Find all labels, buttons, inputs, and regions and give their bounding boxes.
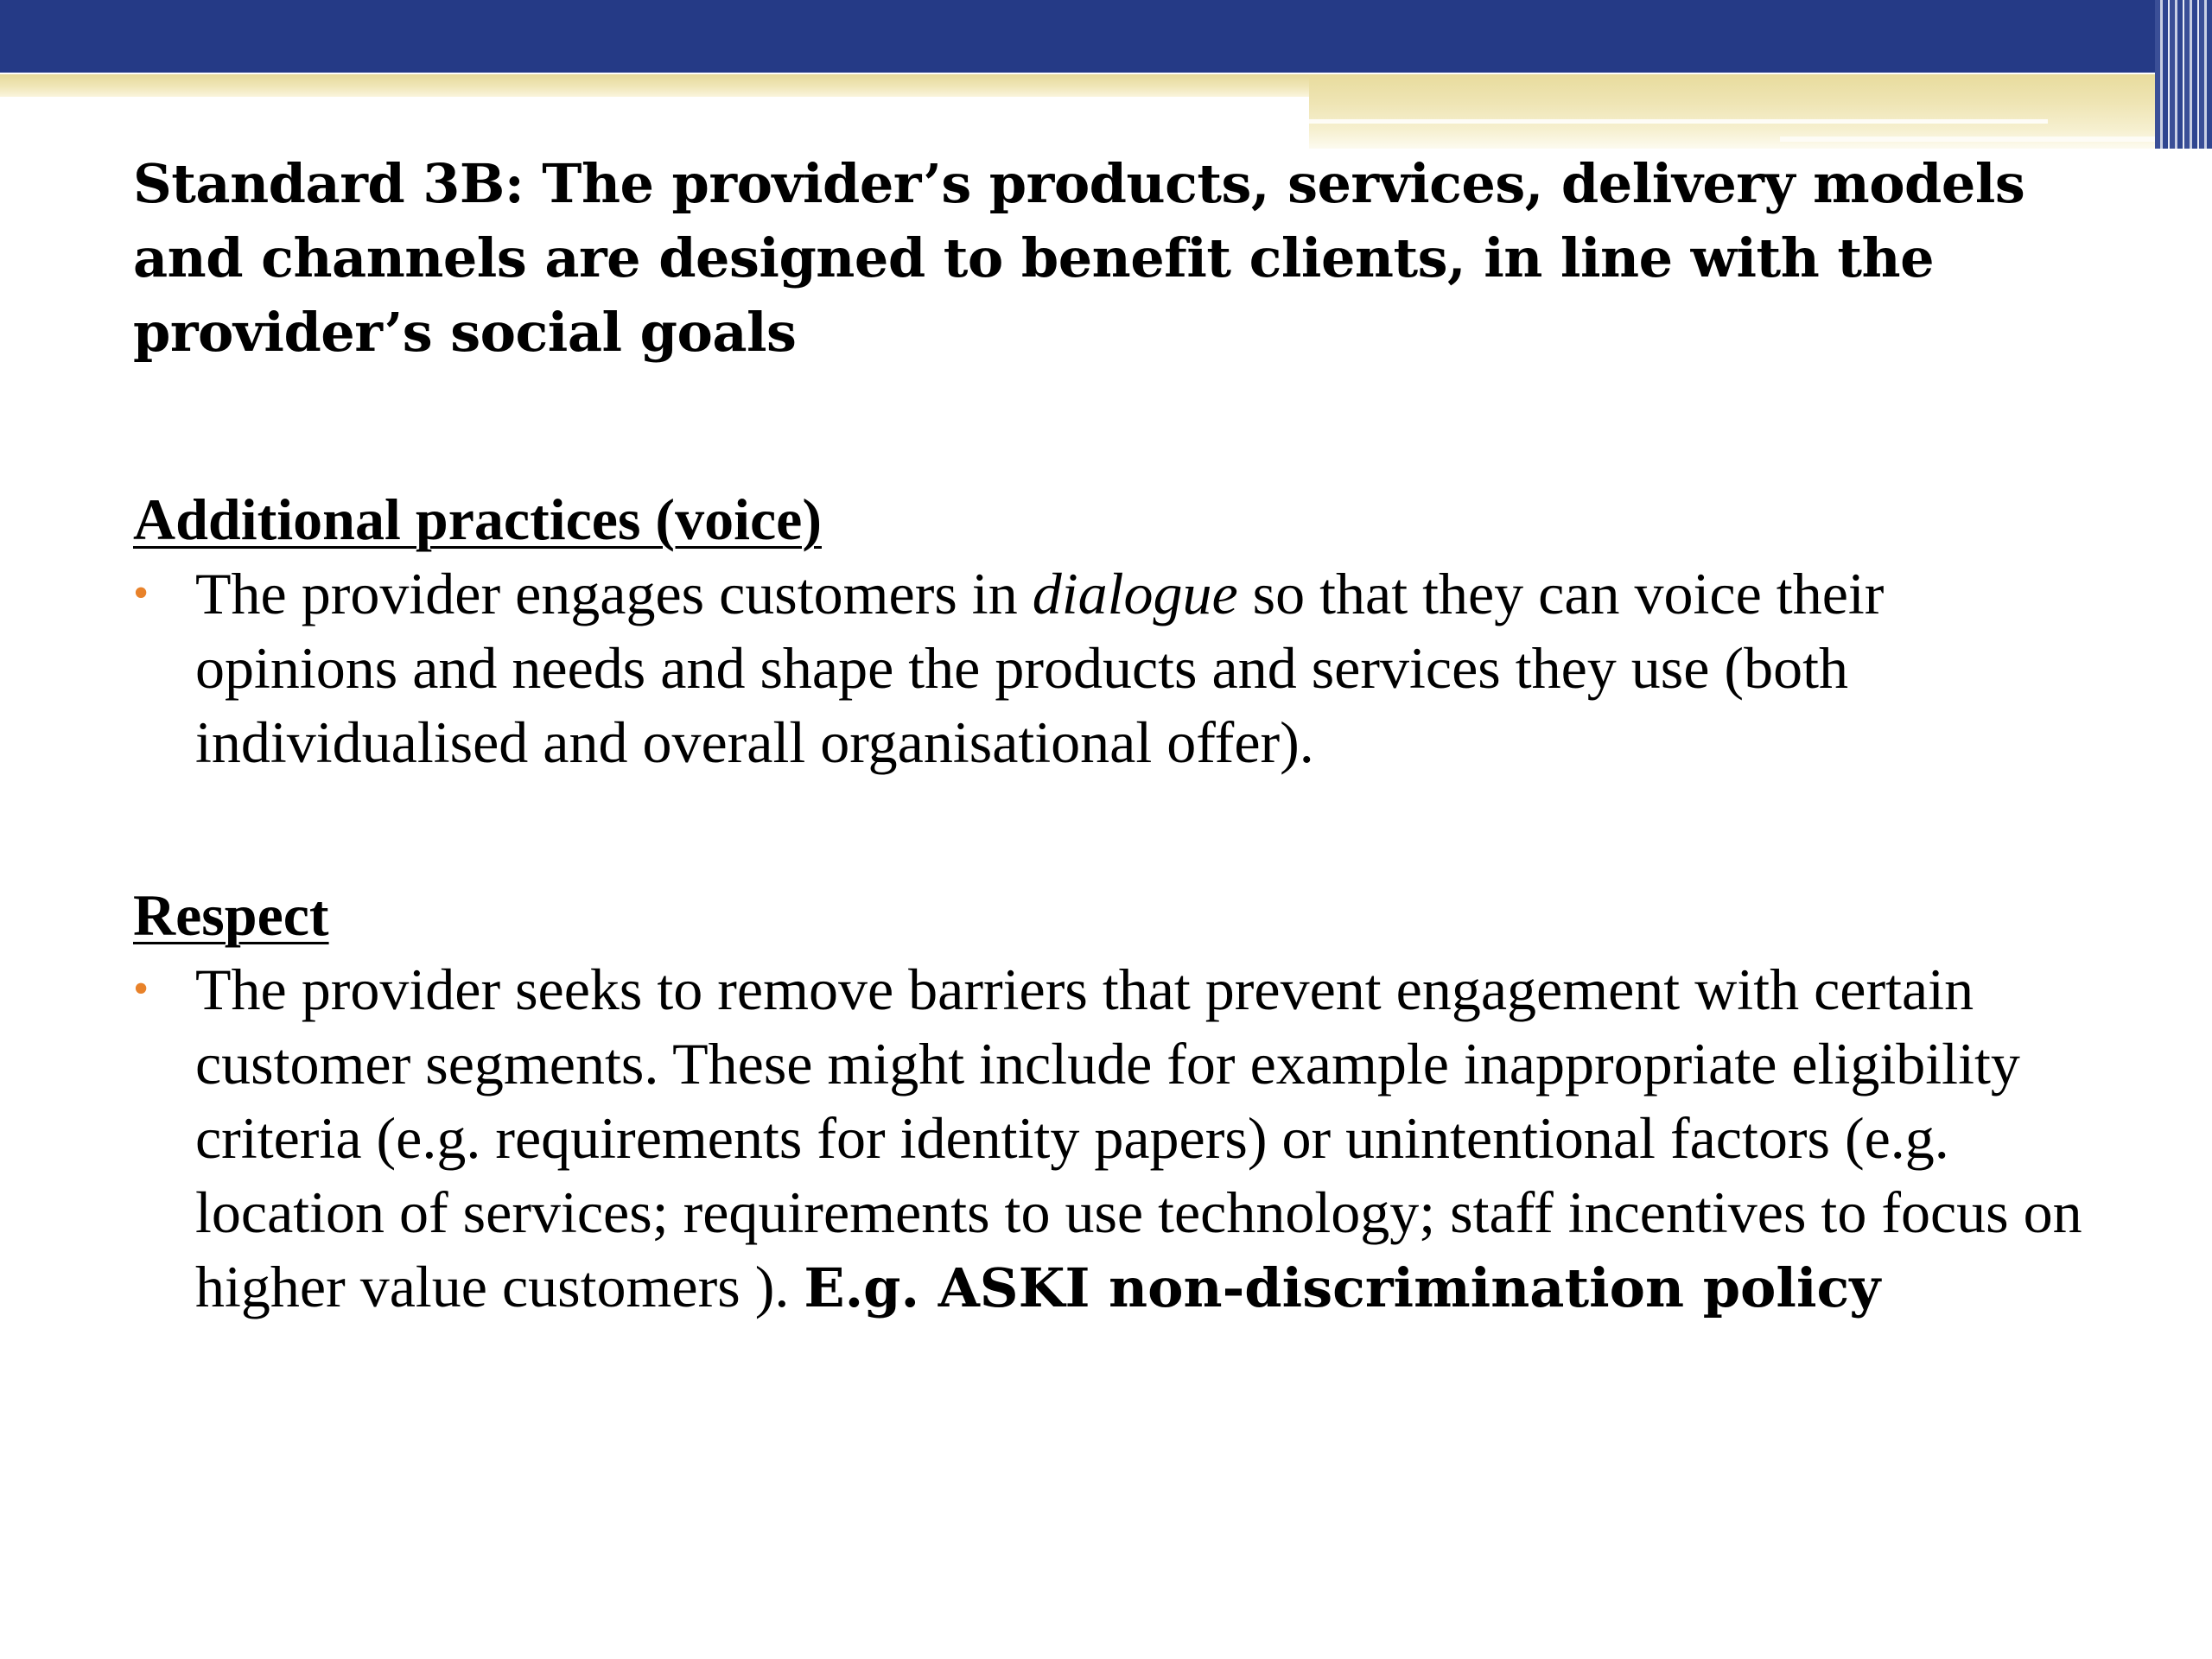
bullet-text-emphasis: dialogue	[1032, 561, 1238, 626]
bullet-text-after: so that they can voice their opinions and needs and shape the products and services they use (both individualised and overall organisational offer).	[195, 561, 1885, 775]
header-divider-line	[1309, 119, 2048, 124]
section-voice	[133, 482, 2086, 779]
section-respect	[133, 878, 2086, 1325]
section-heading-voice: Additional practices (voice)	[133, 486, 822, 552]
bullet-list-respect	[133, 952, 2086, 1325]
slide-title: Standard 3B: The provider’s products, services, delivery models and channels are designed to benefit clients, in line with the provider’s social goals	[133, 152, 2025, 364]
bullet-text-bold: E.g. ASKI non-discrimination policy	[804, 1256, 1881, 1319]
bullet-text-before: The provider engages customers in	[195, 561, 1033, 626]
bullet-text: The provider seeks to remove barriers that prevent engagement with certain customer segments. These might include for example inappropriate eligibility criteria (e.g. requirements for identity papers) or unintentional factors (e.g. location of services; requirements to use technology; staff incentives to focus on higher value customers ).	[195, 957, 2082, 1319]
header-bar	[0, 0, 2212, 73]
header-divider-line-secondary	[1780, 137, 2212, 142]
bullet-list-voice	[133, 556, 2086, 779]
section-heading-respect: Respect	[133, 882, 329, 948]
bullet-icon: •	[133, 569, 149, 618]
header-stripes	[2155, 0, 2212, 149]
bullet-icon: •	[133, 964, 149, 1014]
list-item	[133, 556, 2086, 779]
header-gold-band	[0, 74, 1309, 97]
list-item	[133, 952, 2086, 1325]
slide-content	[133, 147, 2086, 1325]
